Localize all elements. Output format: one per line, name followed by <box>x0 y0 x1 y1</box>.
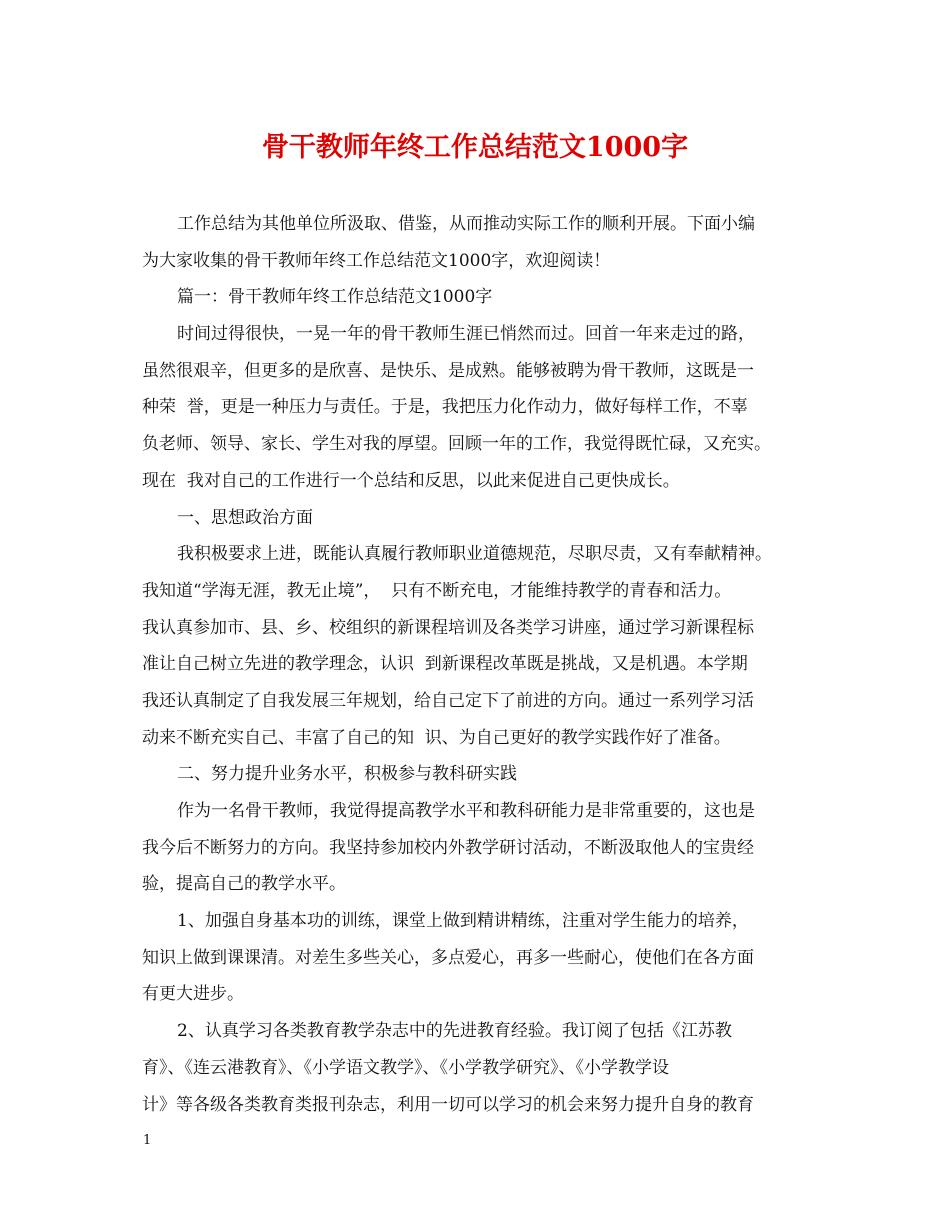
text-line: 计》等各级各类教育类报刊杂志，利用一切可以学习的机会来努力提升自身的教育 <box>142 1094 754 1115</box>
text-line: 篇一：骨干教师年终工作总结范文1000字 <box>177 287 493 308</box>
text-line: 为大家收集的骨干教师年终工作总结范文1000字，欢迎阅读！ <box>142 250 611 271</box>
text-line: 验，提高自己的教学水平。 <box>142 874 346 895</box>
text-line: 有更大进步。 <box>142 984 244 1005</box>
text-line: 负老师、领导、家长、学生对我的厚望。回顾一年的工作，我觉得既忙碌，又充实。 <box>142 434 771 455</box>
document-title: 骨干教师年终工作总结范文1000字 <box>261 132 689 163</box>
text-line: 育》、《连云港教育》、《小学语文教学》、《小学教学研究》、《小学教学设 <box>142 1057 669 1078</box>
text-line: 一、思想政治方面 <box>177 507 313 528</box>
text-line: 我积极要求上进，既能认真履行教师职业道德规范，尽职尽责，又有奉献精神。 <box>177 544 772 565</box>
text-line: 作为一名骨干教师，我觉得提高教学水平和教科研能力是非常重要的，这也是 <box>177 801 755 821</box>
text-line: 准让自己树立先进的教学理念，认识 到新课程改革既是挑战，又是机遇。本学期 <box>142 654 748 675</box>
text-line: 我今后不断努力的方向。我坚持参加校内外教学研讨活动，不断汲取他人的宝贵经 <box>142 837 754 858</box>
page-number: 1 <box>143 1133 152 1148</box>
text-line: 工作总结为其他单位所汲取、借鉴，从而推动实际工作的顺利开展。下面小编 <box>177 214 755 234</box>
text-line: 虽然很艰辛，但更多的是欣喜、是快乐、是成熟。能够被聘为骨干教师，这既是一 <box>142 360 754 381</box>
text-line: 动来不断充实自己、丰富了自己的知 识、为自己更好的教学实践作好了准备。 <box>142 727 731 748</box>
text-line: 现在 我对自己的工作进行一个总结和反思，以此来促进自己更快成长。 <box>142 470 680 491</box>
text-line: 2、认真学习各类教育教学杂志中的先进教育经验。我订阅了包括《江苏教 <box>177 1021 732 1042</box>
text-line: 知识上做到课课清。对差生多些关心，多点爱心，再多一些耐心，使他们在各方面 <box>142 947 754 968</box>
text-line: 我还认真制定了自我发展三年规划，给自己定下了前进的方向。通过一系列学习活 <box>142 690 754 711</box>
text-line: 二、努力提升业务水平，积极参与教科研实践 <box>177 764 517 785</box>
text-line: 时间过得很快，一晃一年的骨干教师生涯已悄然而过。回首一年来走过的路， <box>177 324 755 345</box>
text-line: 我认真参加市、县、乡、校组织的新课程培训及各类学习讲座，通过学习新课程标 <box>142 617 754 638</box>
text-line: 我知道“学海无涯，教无止境”， 只有不断充电，才能维持教学的青春和活力。 <box>142 580 732 601</box>
document-body <box>142 206 832 1123</box>
text-line: 1、加强自身基本功的训练，课堂上做到精讲精练，注重对学生能力的培养， <box>177 911 749 932</box>
text-line: 种荣 誉，更是一种压力与责任。于是，我把压力化作动力，做好每样工作，不辜 <box>142 397 748 418</box>
